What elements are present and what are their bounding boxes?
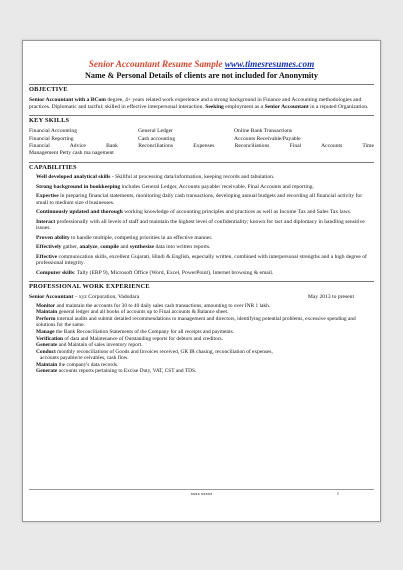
- job-company: – xyz Corporation, Vadodara: [73, 293, 140, 300]
- job-dates: May 2013 to present: [307, 293, 354, 300]
- job-title-company: [29, 294, 139, 301]
- capability-item: [29, 184, 374, 191]
- emphasis-text: Expertise: [36, 193, 59, 199]
- objective-body: degree, 4+ years related work experience and a strong background in Finance and Accounting methodologies and practices. Diplomatic and tactful; skilled in effective interpersonal interaction.: [29, 97, 362, 111]
- page-number: 1: [336, 491, 339, 496]
- body-text: internal audits and submit detailed recommendations to management and directors, identifying potential problems, excessive spending and solutions for the same.: [36, 315, 356, 329]
- emphasis-text: synthesize: [129, 244, 155, 251]
- capability-item: [29, 193, 374, 207]
- capability-item: [29, 219, 374, 233]
- capability-item: [29, 174, 374, 181]
- capability-item: [29, 235, 374, 242]
- objective-body-3: in a reputed Organization.: [308, 104, 369, 111]
- skill-item: General Ledger: [138, 128, 173, 135]
- emphasis-text: Strong background in bookkeeping: [36, 183, 121, 190]
- job-title: Senior Accountant: [29, 293, 74, 300]
- skill-item: Online Bank Transactions: [234, 128, 293, 135]
- emphasis-text: Proven ability: [36, 234, 70, 241]
- body-text: and maintain the accounts for 30 to 40 daily sales cash transactions, amounting to over INR 1 lakh.: [55, 302, 271, 309]
- skills-line: Management Petty cash ma nagement: [29, 150, 114, 157]
- section-heading-key-skills: KEY SKILLS: [29, 115, 374, 125]
- objective-seeking: Seeking: [205, 104, 224, 111]
- body-text: general ledger and all books of accounts up to Final accounts & Balance sheet.: [57, 309, 229, 316]
- emphasis-text: Verification: [36, 335, 64, 342]
- job-duties-list: [29, 303, 374, 376]
- emphasis-text: Interact: [36, 218, 56, 225]
- emphasis-text: compile: [100, 244, 119, 251]
- skill-item: Financial Accounting: [29, 128, 78, 135]
- body-text: - Skillful at processing data/information, keeping records and tabulation.: [110, 174, 275, 181]
- emphasis-text: Effectively: [36, 244, 62, 251]
- job-header: [29, 294, 374, 301]
- emphasis-text: Generate: [36, 368, 58, 375]
- body-text: professionally with all levels of staff and maintain the highest level of confidentiality; known for tact and diplomacy in handling sensitive issues.: [36, 218, 365, 232]
- section-heading-experience: PROFESSIONAL WORK EXPERIENCE: [29, 281, 374, 291]
- emphasis-text: Well developed analytical skills: [36, 174, 111, 181]
- capabilities-list: [29, 174, 374, 276]
- body-text: monthly reconciliations of Goods and Invoices received, GR IR chasing, reconciliation of expenses,: [55, 348, 273, 355]
- body-text: the Bank Reconciliation Statements of the Company for all receipts and payments.: [54, 328, 235, 335]
- body-text: communication skills, excellent Gujarati, Hindi & English, especially written, combined with interpersonal strengths and a high degree of professional integrity.: [36, 253, 367, 267]
- section-heading-capabilities: CAPABILITIES: [29, 162, 374, 172]
- resume-page: [22, 40, 381, 522]
- skills-line: Financial Advice Bank Reconciliations Expenses Reconciliations Final Accounts Time: [29, 143, 374, 150]
- body-text: and Maintain of sales inventory report.: [57, 342, 143, 349]
- capability-item: [29, 254, 374, 268]
- job-duty-item: [36, 309, 374, 316]
- skill-item: Accounts Receivable/Payable: [234, 135, 301, 142]
- body-text: of data and Maintenance of Outstanding reports for debtors and creditors.: [63, 335, 223, 342]
- job-duty-item: [36, 329, 374, 336]
- emphasis-text: Monitor: [36, 302, 56, 309]
- emphasis-text: analyze: [79, 244, 98, 251]
- body-text: : Tally (ERP 9), Microsoft Office (Word, Excel, PowerPoint), Internet browsing & email.: [73, 269, 274, 276]
- website-link[interactable]: www.timesresumes.com: [224, 59, 315, 69]
- body-text: accounts payable/re ceivables, cash flow.: [40, 355, 129, 362]
- job-duty-item: [36, 368, 374, 375]
- objective-role: Senior Accountant: [264, 104, 309, 111]
- objective-lead: Senior Accountant with a BCom: [29, 97, 106, 103]
- body-text: ,: [97, 244, 101, 251]
- emphasis-text: Effective: [36, 253, 58, 260]
- emphasis-text: Conduct: [36, 348, 56, 355]
- section-heading-objective: OBJECTIVE: [29, 84, 374, 94]
- objective-body-2: employment as a: [223, 104, 265, 111]
- job-duty-item: [36, 342, 374, 349]
- job-duty-item: [36, 362, 374, 369]
- capability-item: [29, 244, 374, 251]
- capability-item: [29, 270, 374, 277]
- skill-item: Financial Reporting: [29, 135, 74, 142]
- body-text: the company's data records.: [57, 361, 119, 368]
- resume-title: [29, 59, 374, 70]
- anonymity-note: Name & Personal Details of clients are not included for Anonymity: [84, 71, 319, 80]
- job-duty-item: [36, 316, 374, 329]
- emphasis-text: Manage: [36, 328, 55, 335]
- body-text: and: [118, 244, 130, 251]
- body-text: accounts reports pertaining to Excise Duty, VAT, CST and TDS.: [57, 368, 197, 375]
- body-text: data into written reports.: [154, 244, 211, 251]
- emphasis-text: Maintain: [36, 309, 58, 316]
- capability-item: [29, 209, 374, 216]
- skills-grid: [29, 128, 374, 143]
- footer-text: xxxx xxxxx: [190, 491, 213, 496]
- emphasis-text: Maintain: [36, 361, 58, 368]
- body-text: includes General Ledger, Accounts payable/ receivable, Final Accounts and reporting.: [120, 183, 314, 190]
- emphasis-text: Computer skills: [36, 269, 74, 276]
- skill-item: Cash accounting: [138, 135, 176, 142]
- emphasis-text: Generate: [36, 342, 58, 349]
- body-text: in preparing financial statements, monitoring daily cash transactions, developing annual budgets and recording all financial activity for small to medium size d businesses.: [36, 193, 363, 206]
- emphasis-text: Continuously updated and thorough: [36, 209, 123, 216]
- body-text: to handle multiple, competing priorities in an effective manner.: [69, 234, 213, 241]
- title-main: Senior Accountant Resume Sample: [88, 59, 223, 69]
- page-footer: [29, 489, 374, 496]
- body-text: gather,: [61, 244, 80, 251]
- objective-text: [29, 97, 374, 111]
- job-duty-item: [36, 355, 374, 362]
- emphasis-text: Perform: [36, 315, 56, 322]
- body-text: working knowledge of accounting principles and practices as well as Income Tax and Sales Tax laws.: [122, 209, 352, 216]
